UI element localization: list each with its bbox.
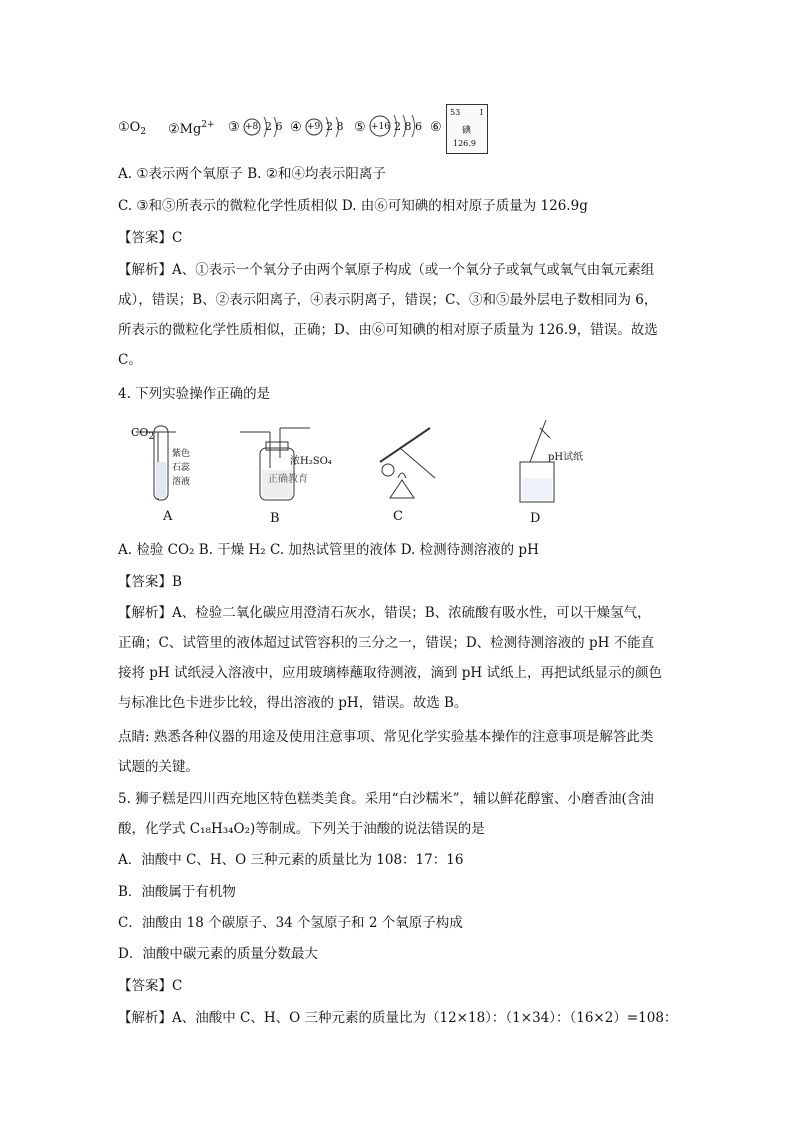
q3-option-ab: A. ①表示两个氧原子 B. ②和④均表示阳离子 <box>118 166 386 182</box>
q5-stem-line-2: 酸，化学式 C₁₈H₃₄O₂)等制成。下列关于油酸的说法错误的是 <box>118 821 485 837</box>
q3-answer: 【答案】C <box>118 230 183 246</box>
q5-option-c: C．油酸由 18 个碳原子、34 个氢原子和 2 个氧原子构成 <box>118 915 463 931</box>
indicator-label-2: 石蕊 <box>172 463 191 473</box>
item-6-num: ⑥ <box>430 120 442 135</box>
indicator-label-3: 溶液 <box>172 477 191 487</box>
shells-3: 2 6 <box>265 120 283 133</box>
q4-analysis-line-2: 正确；C、试管里的液体超过试管容积的三分之一，错误；D、检测待测溶液的 pH 不能直 <box>118 635 655 651</box>
periodic-table-tile <box>446 104 488 154</box>
q3-analysis-line-1: 【解析】A、①表示一个氧分子由两个氧原子构成（或一个氧分子或氧气或氧气由氧元素组 <box>118 262 655 278</box>
item-1: $①O_2$ <box>118 120 147 137</box>
item-3-num: ③ <box>228 120 240 135</box>
item-4-num: ④ <box>290 120 302 135</box>
label-c: C <box>393 509 403 524</box>
q5-stem-line-1: 5. 狮子糕是四川西充地区特色糕类美食。采用“白沙糯米”，辅以鲜花醇蜜、小磨香油(含油 <box>118 791 654 807</box>
label-b: B <box>270 511 280 526</box>
indicator-label-1: 紫色 <box>172 449 191 459</box>
q5-answer: 【答案】C <box>118 978 183 994</box>
q5-option-b: B．油酸属于有机物 <box>118 884 236 900</box>
nucleus-4: +9 <box>307 122 321 132</box>
q3-option-cd: C. ③和⑤所表示的微粒化学性质相似 D. 由⑥可知碘的相对原子质量为 126.9g <box>118 198 588 214</box>
element-symbol: I <box>479 108 483 117</box>
nucleus-3: +8 <box>245 122 259 132</box>
watermark: 正确教育 <box>268 474 308 485</box>
shells-4: 2 8 <box>326 120 344 133</box>
q4-analysis-line-1: 【解析】A、检验二氧化碳应用澄清石灰水，错误；B、浓硫酸有吸水性，可以干燥氢气， <box>118 605 651 621</box>
q3-analysis-line-4: C。 <box>118 352 142 368</box>
q3-analysis-line-2: 成），错误；B、②表示阳离子，④表示阴离子，错误；C、③和⑤最外层电子数相同为 6， <box>118 292 658 308</box>
q4-analysis-line-4: 与标准比色卡进步比较，得出溶液的 pH，错误。故选 B。 <box>118 695 468 711</box>
label-a: A <box>163 509 173 524</box>
q4-options: A. 检验 CO₂ B. 干燥 H₂ C. 加热试管里的液体 D. 检测待测溶液的 pH <box>118 542 539 558</box>
q4-stem: 4. 下列实验操作正确的是 <box>118 386 271 402</box>
item-5-num: ⑤ <box>354 120 366 135</box>
apparatus-d-beaker <box>510 418 600 508</box>
element-name: 碘 <box>462 126 472 136</box>
q5-analysis-line-1: 【解析】A、油酸中 C、H、O 三种元素的质量比为（12×18）：（1×34）：（16×2）=108： <box>118 1010 678 1026</box>
acid-label: 浓H₂SO₄ <box>290 456 332 467</box>
apparatus-c-heating <box>360 418 440 508</box>
nucleus-5: +16 <box>371 122 390 132</box>
q4-tip-line-2: 试题的关键。 <box>118 759 199 775</box>
q3-analysis-line-3: 所表示的微粒化学性质相似，正确；D、由⑥可知碘的相对原子质量为 126.9，错误。故选 <box>118 322 658 338</box>
atomic-number: 53 <box>450 108 461 117</box>
ph-paper-label: pH试纸 <box>548 452 584 463</box>
q5-option-d: D．油酸中碳元素的质量分数最大 <box>118 946 318 962</box>
q4-answer: 【答案】B <box>118 574 182 590</box>
label-d: D <box>530 511 541 526</box>
shells-5: 2 8 6 <box>394 120 422 133</box>
gas-label: $CO_2$ <box>131 426 155 442</box>
atomic-mass: 126.9 <box>453 139 476 148</box>
q4-analysis-line-3: 接将 pH 试纸浸入溶液中，应用玻璃棒蘸取待测液，滴到 pH 试纸上，再把试纸显示的颜色 <box>118 665 662 681</box>
q4-tip-line-1: 点睛: 熟悉各种仪器的用途及使用注意事项、常见化学实验基本操作的注意事项是解答此类 <box>118 729 654 745</box>
item-2: $②Mg^{2+}$ <box>168 120 215 137</box>
q5-option-a: A．油酸中 C、H、O 三种元素的质量比为 108：17：16 <box>118 852 464 868</box>
